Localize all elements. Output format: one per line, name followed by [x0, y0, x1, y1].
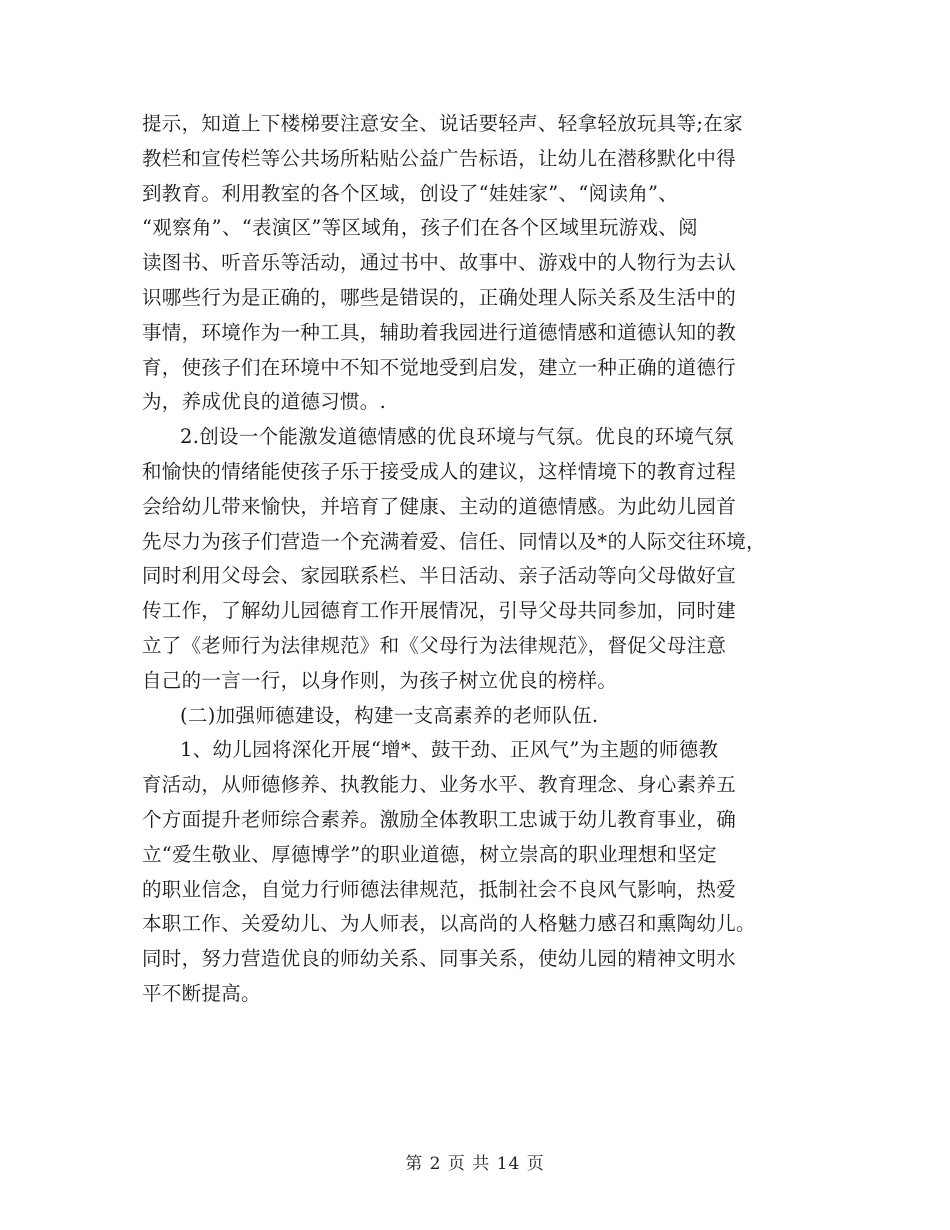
text-line: 和愉快的情绪能使孩子乐于接受成人的建议，这样情境下的教育过程: [142, 459, 737, 483]
text-line: 立了《老师行为法律规范》和《父母行为法律规范》，督促父母注意: [142, 633, 727, 657]
text-line: 事情，环境作为一种工具，辅助着我园进行道德情感和道德认知的教: [142, 320, 737, 344]
text-line: 育，使孩子们在环境中不知不觉地受到启发，建立一种正确的道德行: [142, 355, 737, 379]
text-line: 教栏和宣传栏等公共场所粘贴公益广告标语，让幼儿在潜移默化中得: [142, 146, 737, 170]
text-line: 识哪些行为是正确的，哪些是错误的，正确处理人际关系及生活中的: [142, 285, 737, 309]
text-line: 提示，知道上下楼梯要注意安全、说话要轻声、轻拿轻放玩具等;在家: [142, 112, 743, 135]
text-line: 的职业信念，自觉力行师德法律规范，抵制社会不良风气影响，热爱: [142, 877, 737, 901]
text-line: 同时利用父母会、家园联系栏、半日活动、亲子活动等向父母做好宣: [142, 564, 737, 588]
text-line: 立“爱生敬业、厚德博学”的职业道德，树立崇高的职业理想和坚定: [142, 842, 717, 866]
paragraph-start-line: 1、幼儿园将深化开展“增*、鼓干劲、正风气”为主题的师德教: [180, 738, 719, 762]
text-line: 会给幼儿带来愉快，并培育了健康、主动的道德情感。为此幼儿园首: [142, 494, 737, 518]
text-line: 为，养成优良的道德习惯。.: [142, 390, 387, 414]
body-text: [142, 107, 814, 1012]
page-footer: 第 2 页 共 14 页: [405, 1154, 545, 1174]
text-line: 个方面提升老师综合素养。激励全体教职工忠诚于幼儿教育事业，确: [142, 807, 737, 831]
text-line: 育活动，从师德修养、执教能力、业务水平、教育理念、身心素养五: [142, 773, 737, 797]
text-line: 到教育。利用教室的各个区域，创设了“娃娃家”、“阅读角”、: [142, 181, 679, 205]
text-line: 传工作，了解幼儿园德育工作开展情况，引导父母共同参加，同时建: [142, 599, 737, 623]
text-line: 同时，努力营造优良的师幼关系、同事关系，使幼儿园的精神文明水: [142, 947, 737, 971]
text-line: 先尽力为孩子们营造一个充满着爱、信任、同情以及*的人际交往环境，: [142, 529, 766, 553]
text-line: 读图书、听音乐等活动，通过书中、故事中、游戏中的人物行为去认: [142, 251, 737, 275]
text-line: 自己的一言一行，以身作则，为孩子树立优良的榜样。: [142, 668, 618, 692]
text-line: 本职工作、关爱幼儿、为人师表，以高尚的人格魅力感召和熏陶幼儿。: [142, 912, 756, 936]
section-heading: (二)加强师德建设，构建一支高素养的老师队伍.: [180, 703, 599, 727]
text-line: “观察角”、“表演区”等区域角，孩子们在各个区域里玩游戏、阅: [142, 216, 698, 240]
text-line: 平不断提高。: [142, 981, 261, 1005]
paragraph-start-line: 2.创设一个能激发道德情感的优良环境与气氛。优良的环境气氛: [180, 425, 734, 449]
